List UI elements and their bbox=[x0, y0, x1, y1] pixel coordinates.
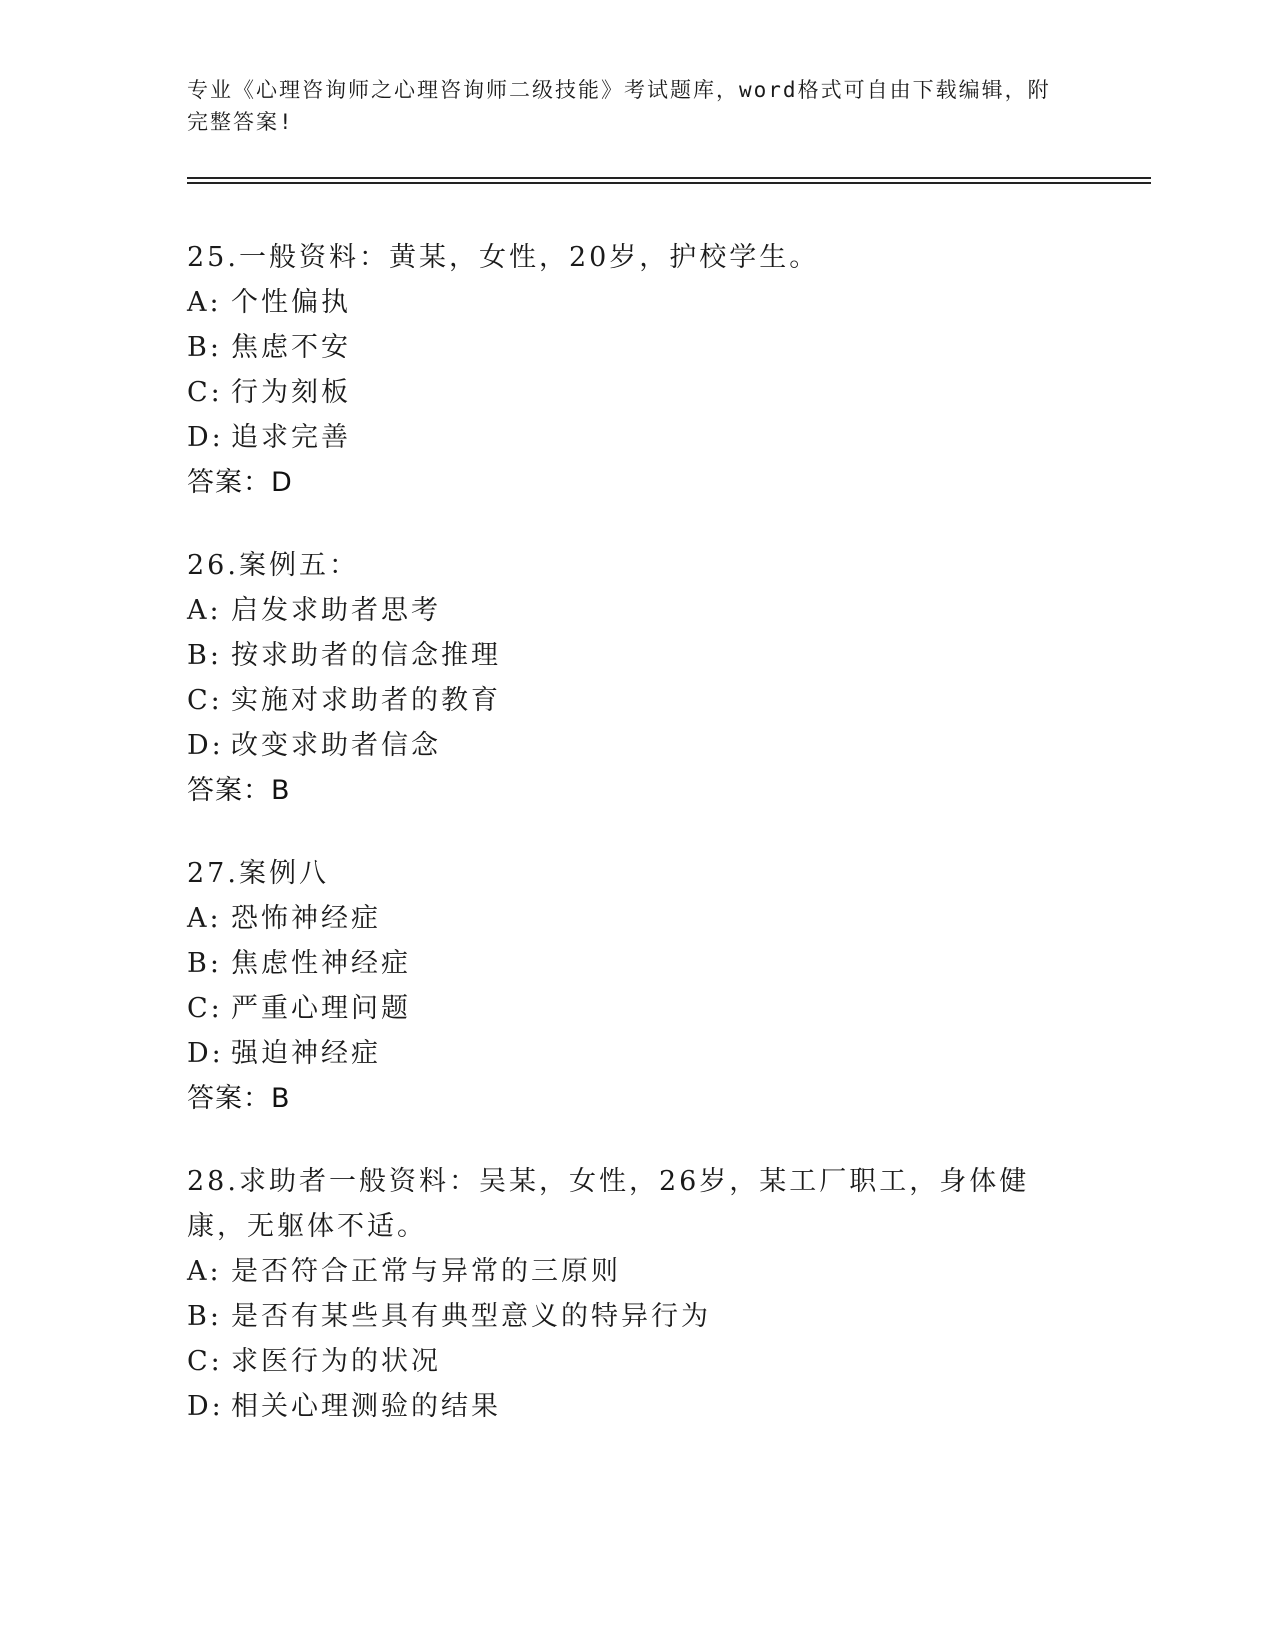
question-28 bbox=[187, 1159, 1147, 1429]
question-list bbox=[187, 235, 1147, 1467]
question-stem: 25.一般资料：黄某，女性，20岁，护校学生。 bbox=[187, 242, 820, 273]
answer-line: 答案：D bbox=[187, 467, 293, 498]
option-text: 按求助者的信念推理 bbox=[231, 640, 501, 671]
option-letter: C: bbox=[187, 377, 223, 408]
option-text: 严重心理问题 bbox=[231, 993, 411, 1024]
header-divider-bottom bbox=[187, 182, 1151, 184]
option-c bbox=[187, 986, 1147, 1031]
option-text: 启发求助者思考 bbox=[231, 595, 441, 626]
option-text: 行为刻板 bbox=[231, 377, 351, 408]
answer-line: 答案：B bbox=[187, 1083, 291, 1114]
option-letter: D: bbox=[187, 1038, 224, 1069]
option-b bbox=[187, 633, 1147, 678]
question-26 bbox=[187, 543, 1147, 813]
option-a bbox=[187, 896, 1147, 941]
option-text: 追求完善 bbox=[231, 422, 351, 453]
option-a bbox=[187, 1249, 1147, 1294]
option-c bbox=[187, 678, 1147, 723]
option-c bbox=[187, 370, 1147, 415]
option-letter: A: bbox=[187, 1256, 222, 1287]
option-b bbox=[187, 325, 1147, 370]
document-header: 专业《心理咨询师之心理咨询师二级技能》考试题库，word格式可自由下载编辑，附完整答案! bbox=[187, 78, 1051, 134]
option-b bbox=[187, 1294, 1147, 1339]
option-a bbox=[187, 588, 1147, 633]
option-text: 强迫神经症 bbox=[231, 1038, 381, 1069]
option-letter: D: bbox=[187, 730, 224, 761]
option-text: 相关心理测验的结果 bbox=[231, 1391, 501, 1422]
question-25 bbox=[187, 235, 1147, 505]
option-letter: B: bbox=[187, 948, 222, 979]
header-divider-top bbox=[187, 177, 1151, 179]
option-text: 是否有某些具有典型意义的特异行为 bbox=[231, 1301, 711, 1332]
option-d bbox=[187, 1384, 1147, 1429]
option-letter: B: bbox=[187, 1301, 222, 1332]
option-d bbox=[187, 415, 1147, 460]
option-text: 改变求助者信念 bbox=[231, 730, 441, 761]
option-text: 个性偏执 bbox=[231, 287, 351, 318]
option-d bbox=[187, 1031, 1147, 1076]
option-letter: D: bbox=[187, 1391, 224, 1422]
option-text: 焦虑性神经症 bbox=[231, 948, 411, 979]
option-letter: A: bbox=[187, 903, 222, 934]
option-letter: A: bbox=[187, 287, 222, 318]
option-letter: C: bbox=[187, 1346, 223, 1377]
option-text: 求医行为的状况 bbox=[231, 1346, 441, 1377]
option-letter: C: bbox=[187, 685, 223, 716]
option-letter: A: bbox=[187, 595, 222, 626]
option-text: 恐怖神经症 bbox=[231, 903, 381, 934]
option-text: 是否符合正常与异常的三原则 bbox=[231, 1256, 621, 1287]
question-stem: 28.求助者一般资料：吴某，女性，26岁，某工厂职工，身体健康，无躯体不适。 bbox=[187, 1166, 1030, 1242]
option-letter: C: bbox=[187, 993, 223, 1024]
option-letter: B: bbox=[187, 640, 222, 671]
option-c bbox=[187, 1339, 1147, 1384]
option-b bbox=[187, 941, 1147, 986]
option-letter: B: bbox=[187, 332, 222, 363]
option-text: 焦虑不安 bbox=[231, 332, 351, 363]
option-text: 实施对求助者的教育 bbox=[231, 685, 501, 716]
question-stem: 27.案例八 bbox=[187, 858, 329, 889]
question-stem: 26.案例五： bbox=[187, 550, 359, 581]
option-d bbox=[187, 723, 1147, 768]
question-27 bbox=[187, 851, 1147, 1121]
option-a bbox=[187, 280, 1147, 325]
answer-line: 答案：B bbox=[187, 775, 291, 806]
option-letter: D: bbox=[187, 422, 224, 453]
